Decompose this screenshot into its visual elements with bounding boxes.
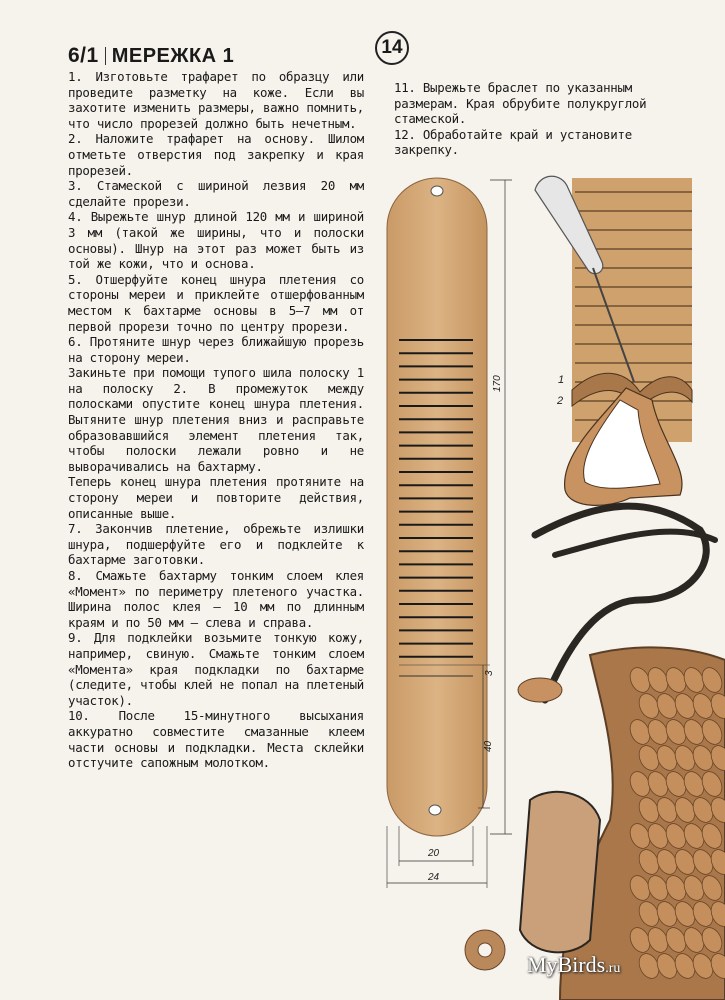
- instructions-right-column: [394, 80, 690, 158]
- step-paragraph: 8. Смажьте бахтарму тонким слоем клея «Момент» по периметру плетеного участка. Ширина полос клея – 10 мм по длинным краям и по 50 мм – слева и справа.: [68, 568, 364, 630]
- step-paragraph: 11. Вырежьте браслет по указанным размерам. Края обрубите полукруглой стамеской.: [394, 80, 647, 127]
- washer-hole: [478, 943, 492, 957]
- dim-inner-width-label: 20: [428, 848, 440, 859]
- watermark: [527, 952, 620, 978]
- section-number: 6/1: [68, 44, 99, 67]
- watermark-suffix: .ru: [605, 961, 621, 976]
- weaving-step-illustration: [525, 170, 725, 530]
- step-paragraph: 10. После 15-минутного высыхания аккуратно совместите смазанные клеем части основы и подкладки. Места склейки отстучите сапожным молотком.: [68, 708, 364, 771]
- step-paragraph: 5. Отшерфуйте конец шнура плетения со стороны мереи и приклейте отшерфованным местом к бахтарме основы в 5–7 мм от первой прорези точно по центру прорези.: [68, 271, 364, 334]
- header-divider: [105, 47, 106, 65]
- dim-length-label: 170: [492, 375, 503, 392]
- leather-cord: [555, 532, 715, 555]
- section-title: МЕРЕЖКА 1: [111, 45, 235, 67]
- dim-gap-label: 3: [484, 670, 495, 676]
- step-paragraph: 12. Обработайте край и установите закрепку.: [394, 126, 632, 158]
- page-number-badge: 14: [375, 31, 409, 65]
- strip-label-2: 2: [557, 395, 564, 407]
- rivet-hole-top: [431, 186, 443, 196]
- step-paragraph: Закиньте при помощи тупого шила полоску 1 на полоску 2. В промежуток между полосками опустите конец шнура плетения. Вытяните шнур плетения вниз и расправьте образовавшийся элемент плетения так, чтобы полоски лежали ровно и не выворачивались на бахтарму.: [68, 365, 364, 474]
- dim-outer-width-label: 24: [428, 872, 440, 883]
- section-header: [68, 44, 234, 68]
- bracelet-end-flap: [520, 792, 600, 953]
- step-paragraph: 2. Наложите трафарет на основу. Шилом отметьте отверстия под закрепку и края прорезей.: [68, 131, 364, 178]
- strip-label-1: 1: [558, 374, 565, 386]
- step-paragraph: 6. Протяните шнур через ближайшую прорезь на сторону мереи.: [68, 334, 364, 365]
- bead: [518, 678, 562, 702]
- dim-end-label: 40: [483, 740, 494, 752]
- instructions-left-column: [68, 69, 364, 771]
- step-paragraph: 7. Закончив плетение, обрежьте излишки шнура, подшерфуйте его и подклейте к бахтарме заготовки.: [68, 521, 364, 568]
- watermark-main: MyBirds: [527, 952, 606, 977]
- step-paragraph: 4. Вырежьте шнур длиной 120 мм и шириной 3 мм (такой же ширины, что и полоски основы). Шнур на этот раз может быть из той же кожи, что и основа.: [68, 209, 364, 272]
- step-paragraph: Теперь конец шнура плетения протяните на сторону мереи и повторите действия, описанные выше.: [68, 474, 364, 521]
- step-paragraph: 3. Стамеской с шириной лезвия 20 мм сделайте прорези.: [68, 178, 364, 209]
- step-paragraph: 9. Для подклейки возьмите тонкую кожу, например, свиную. Смажьте тонким слоем «Момента» края подкладки по бахтарме (следите, чтобы клей не попал на плетеный участок).: [68, 630, 364, 708]
- step-paragraph: 1. Изготовьте трафарет по образцу или проведите разметку на коже. Если вы захотите изменить размеры, важно помнить, что число прорезей должно быть нечетным.: [68, 69, 364, 131]
- finished-bracelet-photo: [455, 480, 725, 1000]
- rivet-hole-bottom: [429, 805, 441, 815]
